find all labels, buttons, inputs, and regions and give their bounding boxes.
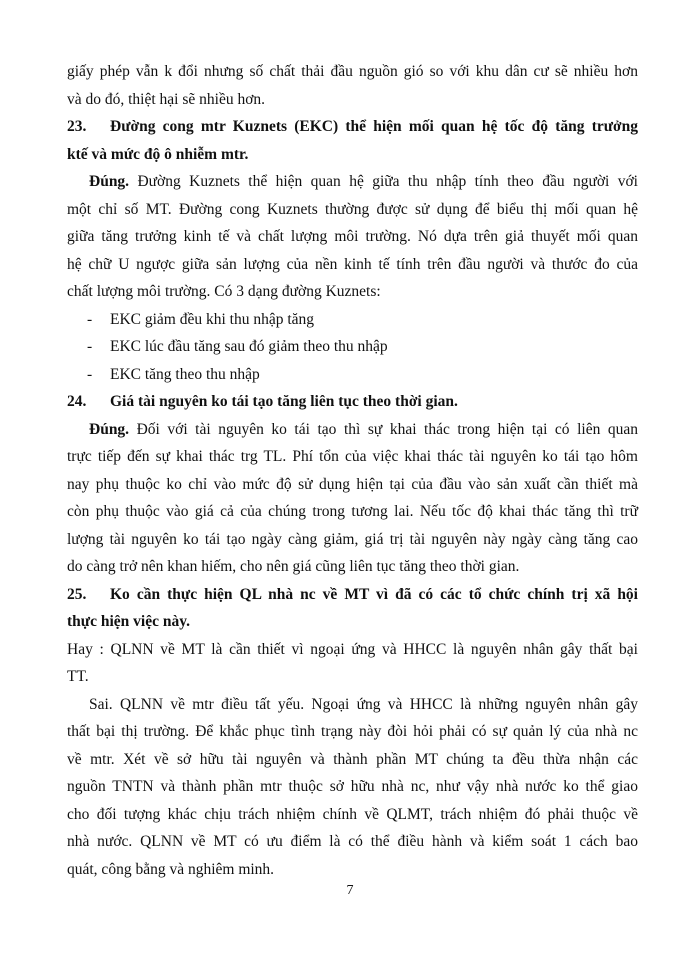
question-23-title: 23. Đường cong mtr Kuznets (EKC) thể hiện mối quan hệ tốc độ tăng trưởng: [67, 118, 638, 135]
answer-line: nguồn TNTN và thành phần mtr thuộc sở hữu nhà nc, như vậy nhà nước ko thể giao: [67, 778, 638, 795]
list-item: - EKC giảm đều khi thu nhập tăng: [67, 306, 638, 334]
answer-line: một chỉ số MT. Đường cong Kuznets thường được sử dụng để biểu thị mối quan hệ: [67, 200, 638, 218]
question-24-answer: Đúng. Đối với tài nguyên ko tái tạo thì sự khai thác trong hiện tại có liên quan: [89, 420, 638, 438]
question-23-answer: Đúng. Đường Kuznets thể hiện quan hệ giữa thu nhập tính theo đầu người với: [89, 173, 638, 190]
answer-line: về mtr. Xét về sở hữu tài nguyên và thành phần MT chúng ta đều thừa nhận các: [67, 750, 638, 768]
dash-bullet: -: [87, 310, 93, 328]
answer-line: hệ chữ U ngược giữa sản lượng của nền kinh tế tính trên đầu người và thước đo của: [67, 255, 638, 273]
body-line: giấy phép vẫn k đổi nhưng số chất thải đầu nguồn gió so với khu dân cư sẽ nhiều hơn: [67, 63, 638, 80]
question-25-answer: Sai. QLNN về mtr điều tất yếu. Ngoại ứng và HHCC là những nguyên nhân gây: [89, 695, 638, 713]
dash-bullet: -: [87, 338, 93, 355]
answer-line: do càng trở nên khan hiếm, cho nên giá cũng liên tục tăng theo thời gian.: [67, 558, 520, 575]
answer-line: nay phụ thuộc ko chỉ vào mức độ sử dụng hiện tại của đầu vào sản xuất cần thiết mà: [67, 475, 638, 493]
dash-bullet: -: [87, 365, 93, 383]
page-number: 7: [346, 883, 354, 898]
question-24-title: 24. Giá tài nguyên ko tái tạo tăng liên tục theo thời gian.: [67, 393, 458, 410]
answer-line: nhà nước. QLNN về MT có ưu điểm là có thể điều hành và kiểm soát 1 cách bao: [67, 833, 638, 850]
list-item: - EKC lúc đầu tăng sau đó giảm theo thu nhập: [67, 333, 638, 361]
list-item: - EKC tăng theo thu nhập: [67, 361, 638, 389]
answer-line: thất bại thị trường. Để khắc phục tình trạng này đòi hỏi phải có sự quản lý của nhà nc: [67, 723, 638, 740]
page-content: [67, 58, 638, 883]
verdict-label: Đúng.: [89, 420, 130, 438]
answer-line: giữa tăng trưởng kinh tế và chất lượng môi trường. Nó dựa trên giả thuyết mối quan: [67, 228, 638, 245]
question-25-title: 25. Ko cần thực hiện QL nhà nc về MT vì đã có các tổ chức chính trị xã hội: [67, 585, 638, 603]
alternate-question: Hay : QLNN về MT là cần thiết vì ngoại ứng và HHCC là nguyên nhân gây thất bại: [67, 640, 638, 658]
answer-line: còn phụ thuộc vào giá cả của chúng trong tương lai. Nếu tốc độ khai thác tăng thì trữ: [67, 503, 638, 520]
question-25-title-cont: thực hiện việc này.: [67, 613, 190, 630]
verdict-label: Đúng.: [89, 173, 130, 190]
answer-line: quát, công bằng và nghiêm minh.: [67, 860, 275, 878]
answer-line: chất lượng môi trường. Có 3 dạng đường Kuznets:: [67, 283, 381, 300]
answer-line: lượng tài nguyên ko tái tạo ngày càng giảm, giá trị tài nguyên này ngày càng tăng cao: [67, 530, 638, 548]
alternate-question-cont: TT.: [67, 668, 89, 685]
question-23-title-cont: ktế và mức độ ô nhiễm mtr.: [67, 145, 249, 163]
answer-line: trực tiếp đến sự khai thác trg TL. Phí tổn của việc khai thác tài nguyên ko tái tạo hôm: [67, 448, 638, 465]
body-line: và do đó, thiệt hại sẽ nhiều hơn.: [67, 90, 266, 108]
answer-line: cho đối tượng khác chịu trách nhiệm chính về QLMT, trách nhiệm đó phải thuộc về: [67, 805, 638, 823]
